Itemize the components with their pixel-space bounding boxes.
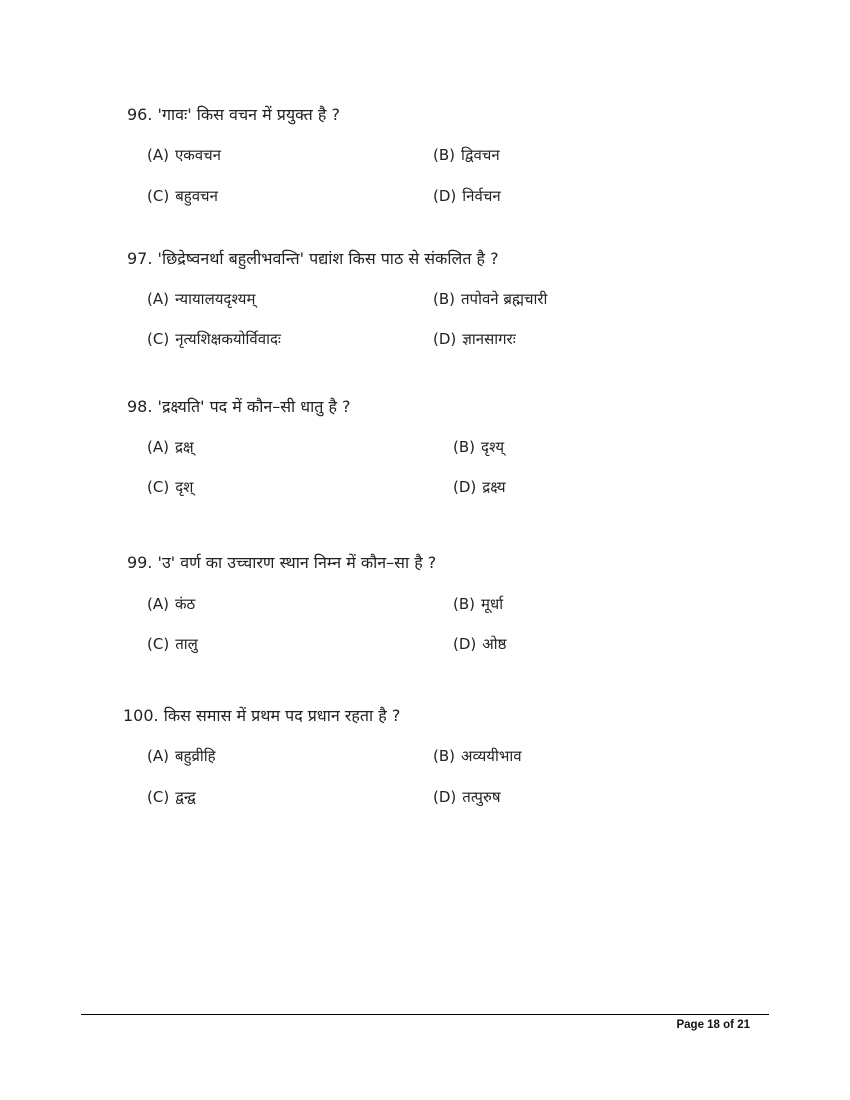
option-98-c: (C) दृश् (147, 478, 194, 496)
question-number: 96. (127, 105, 153, 124)
option-98-b: (B) दृश्य् (453, 438, 505, 456)
option-97-c: (C) नृत्यशिक्षकयोर्विवादः (147, 330, 281, 348)
question-number: 97. (127, 249, 153, 268)
option-98-d: (D) द्रक्ष्य (453, 478, 506, 496)
question-text: 'गावः' किस वचन में प्रयुक्त है ? (157, 105, 340, 124)
option-97-b: (B) तपोवने ब्रह्मचारी (433, 290, 548, 308)
option-99-c: (C) तालु (147, 635, 198, 653)
option-100-b: (B) अव्ययीभाव (433, 747, 522, 765)
question-text: 'उ' वर्ण का उच्चारण स्थान निम्न में कौन–सा है ? (157, 553, 437, 572)
option-99-d: (D) ओष्ठ (453, 635, 507, 653)
page-number: Page 18 of 21 (676, 1019, 750, 1031)
option-97-a: (A) न्यायालयदृश्यम् (147, 290, 256, 308)
question-text: 'छिद्रेष्वनर्था बहुलीभवन्ति' पद्यांश किस पाठ से संकलित है ? (157, 249, 499, 268)
option-96-d: (D) निर्वचन (433, 187, 501, 205)
option-96-b: (B) द्विवचन (433, 146, 500, 164)
question-99 (127, 551, 436, 573)
question-97 (127, 247, 499, 269)
option-99-a: (A) कंठ (147, 595, 196, 613)
option-100-c: (C) द्वन्द्व (147, 788, 196, 806)
question-96 (127, 103, 340, 125)
question-100 (123, 704, 400, 726)
option-99-b: (B) मूर्धा (453, 595, 504, 613)
option-98-a: (A) द्रक्ष् (147, 438, 194, 456)
question-number: 98. (127, 397, 153, 416)
question-text: 'द्रक्ष्यति' पद में कौन–सी धातु है ? (157, 397, 351, 416)
question-text: किस समास में प्रथम पद प्रधान रहता है ? (163, 706, 401, 725)
footer-divider (81, 1014, 769, 1015)
question-98 (127, 395, 351, 417)
option-96-c: (C) बहुवचन (147, 187, 218, 205)
option-97-d: (D) ज्ञानसागरः (433, 330, 516, 348)
option-96-a: (A) एकवचन (147, 146, 221, 164)
option-100-d: (D) तत्पुरुष (433, 788, 501, 806)
question-number: 100. (123, 706, 159, 725)
question-number: 99. (127, 553, 153, 572)
option-100-a: (A) बहुव्रीहि (147, 747, 216, 765)
